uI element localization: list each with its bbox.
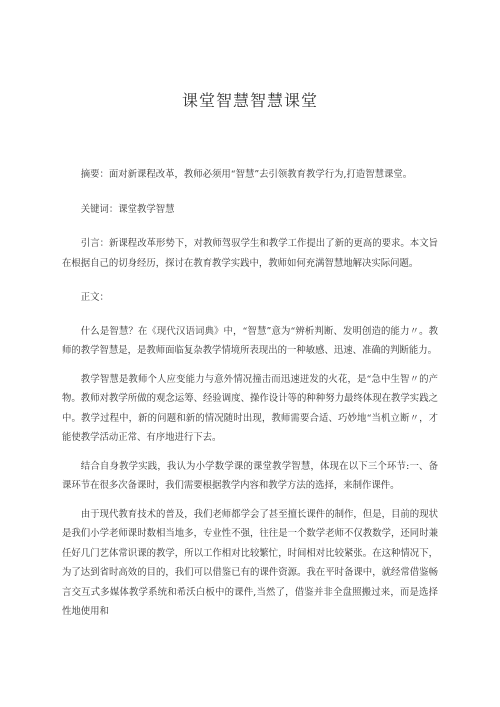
body-paragraph: 由于现代教育技术的普及，我们老师都学会了甚至擅长课件的制作，但是，目前的现状是我们小学老师课时数相当地多，专业性不强，往往是一个数学老师不仅教数学，还同时兼任好几门艺体常识课的教学，所以工作相对比较繁忙，时间相对比较紧张。在这种情况下，为了达到省时高效的目的，我们可以借鉴已有的课件资源。我在平时备课中，就经常借鉴畅言交互式多媒体教学系统和希沃白板中的课件,当然了，借鉴并非全盘照搬过来，而是选择性地使用和: [62, 508, 438, 617]
body-paragraph: 什么是智慧？在《现代汉语词典》中，“智慧”意为“辨析判断、发明创造的能力〃。教师的教学智慧是，是教师面临复杂教学情境所表现出的一种敏感、迅速、准确的判断能力。: [62, 325, 438, 356]
intro-paragraph: 引言：新课程改革形势下，对教师驾驭学生和教学工作提出了新的更高的要求。本文旨在根据自己的切身经历，探讨在教育教学实践中，教师如何充满智慧地解决实际问题。: [62, 238, 438, 269]
document-body: [62, 165, 438, 622]
body-heading: 正文：: [80, 292, 109, 303]
document-title: 课堂智慧智慧课堂: [181, 91, 318, 110]
abstract-paragraph: 摘要：面对新课程改革，教师必须用“智慧”去引领教育教学行为,打造智慧课堂。: [80, 169, 413, 180]
body-paragraph: 结合自身教学实践，我认为小学数学课的课堂教学智慧，体现在以下三个环节:一、备课环节在很多次备课时，我们需要根据教学内容和教学方法的选择，来制作课件。: [62, 460, 438, 491]
keywords-paragraph: 关键词：课堂教学智慧: [80, 203, 175, 215]
body-paragraph: 教学智慧是教师个人应变能力与意外情况撞击而迅速迸发的火花，是“急中生智〃的产物。教师对教学所做的观念运筹、经验调度、操作设计等的种种努力最终体现在教学实践之中。教学过程中，新的问题和新的情况随时出现，教师需要合适、巧妙地“当机立断〃，才能使教学活动正常、有序地进行下去。: [62, 373, 438, 443]
